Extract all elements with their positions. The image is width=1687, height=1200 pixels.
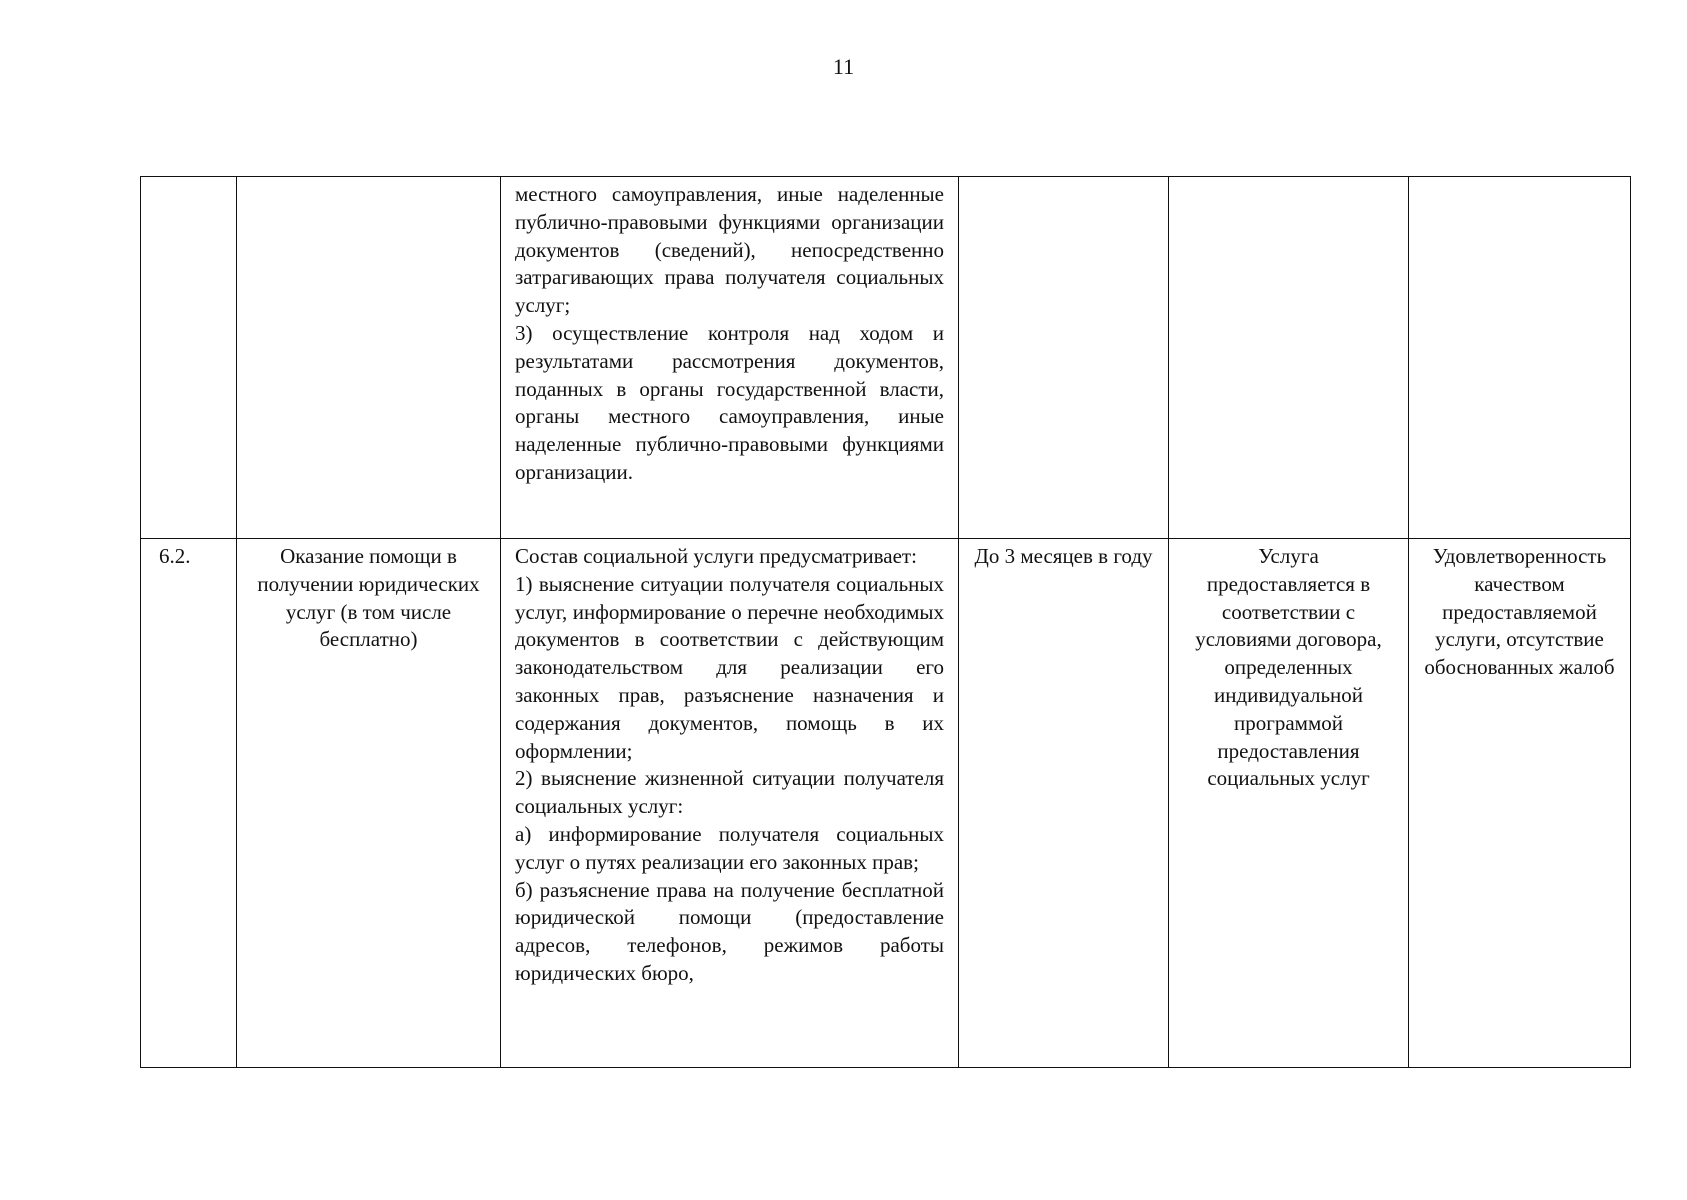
services-table [140,176,1631,1068]
cell-term: До 3 месяцев в году [959,539,1169,1068]
cell-number-empty [141,177,237,539]
cell-term-empty [959,177,1169,539]
content-paragraph: 3) осуществление контроля над ходом и результатами рассмотрения документов, поданных в органы государственной власти, органы местного самоуправления, иные наделенные публично-правовыми функциями организации. [515,320,944,484]
cell-quality: Удовлетворенность качеством предоставляемой услуги, отсутствие обоснованных жалоб [1409,539,1631,1068]
cell-content [501,539,959,1068]
content-paragraph: местного самоуправления, иные наделенные публично-правовыми функциями организации документов (сведений), непосредственно затрагивающих права получателя социальных услуг; [515,182,944,318]
content-paragraph: б) разъяснение права на получение бесплатной юридической помощи (предоставление адресов, телефонов, режимов работы юридических бюро, [515,877,944,985]
cell-quality-empty [1409,177,1631,539]
cell-content-continuation [501,177,959,539]
content-paragraph: 2) выяснение жизненной ситуации получателя социальных услуг: [515,766,944,819]
page-number: 11 [832,54,855,79]
content-paragraph: а) информирование получателя социальных услуг о путях реализации его законных прав; [515,821,944,874]
cell-service-name: Оказание помощи в получении юридических услуг (в том числе бесплатно) [237,539,501,1068]
content-paragraph: 1) выяснение ситуации получателя социальных услуг, информирование о перечне необходимых документов в соответствии с действующим законодательством для реализации его законных прав, разъяснение назначения и содержания документов, помощь в их оформлении; [515,571,944,763]
cell-number: 6.2. [141,539,237,1068]
cell-service-name-empty [237,177,501,539]
cell-conditions: Услуга предоставляется в соответствии с условиями договора, определенных индивидуальной программой предоставления социальных услуг [1169,539,1409,1068]
content-paragraph: Состав социальной услуги предусматривает: [515,544,917,568]
table-row-continuation [141,177,1631,539]
table-row-6-2 [141,539,1631,1068]
cell-conditions-empty [1169,177,1409,539]
